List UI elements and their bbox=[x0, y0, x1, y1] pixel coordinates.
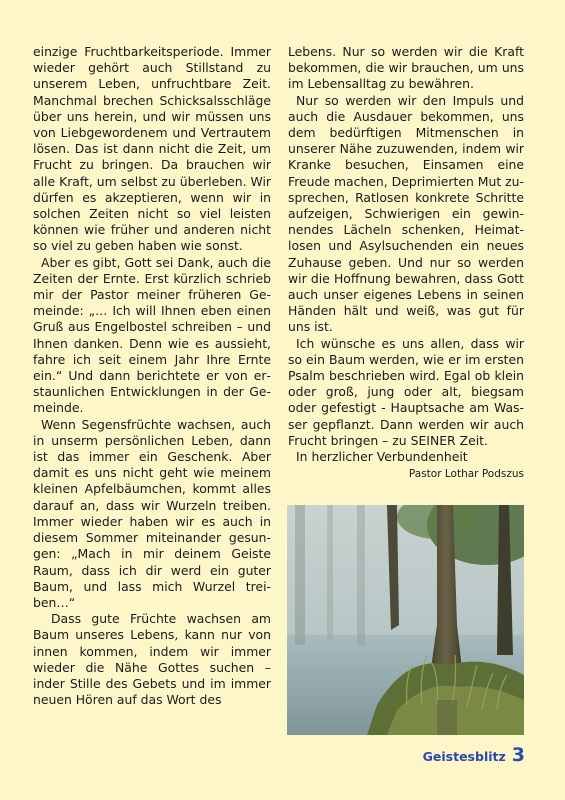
paragraph: Aber es gibt, Gott sei Dank, auch die Zeiten der Ernte. Erst kürzlich schrieb mir der Pastor meiner früheren Gemeinde: „… Ich will Ihnen eben einen Gruß aus Engelbostel schreiben – und Ihnen danken. Denn wie es aussieht, fahre ich seit einem Jahr Ihre Ernte ein.“ Und dann berichtete er von erstaunlichen Entwicklungen in der Gemeinde. bbox=[33, 254, 271, 416]
footer bbox=[423, 744, 525, 766]
closing-line: In herzlicher Verbundenheit bbox=[296, 449, 468, 465]
tree-by-water-image bbox=[287, 505, 524, 735]
page-number: 3 bbox=[511, 744, 525, 766]
paragraph: Wenn Segensfrüchte wachsen, auch in unserm persönlichen Leben, dann ist das immer ein Geschenk. Aber damit es uns nicht geht wie meinem kleinen Apfelbäumchen, kommt alles darauf an, dass wir Wurzeln treiben. Immer wieder haben wir es auch in diesem Sommer miteinander gesungen: „Mach in mir deinem Geiste Raum, dass ich dir werd ein guter Baum, und lass mich Wurzel treiben…“ bbox=[33, 416, 271, 610]
left-column bbox=[33, 44, 271, 708]
paragraph: Nur so werden wir den Impuls und auch die Ausdauer bekommen, uns dem bedürftigen Mitmenschen in unserer Nähe zuzuwenden, indem wir Kranke besuchen, Einsamen eine Freude machen, Deprimierten Mut zusprechen, Ratlosen konkrete Schritte aufzeigen, Schwierigen ein gewinnendes Lächeln schenken, Heimatlosen und Asylsuchenden ein neues Zuhause geben. Und nur so werden wir die Hoffnung bewahren, dass Gott auch unser eigenes Lebens in seinen Händen hält und weiß, was gut für uns ist. bbox=[288, 92, 524, 335]
signature: Pastor Lothar Podszus bbox=[408, 468, 524, 481]
right-column bbox=[288, 44, 524, 481]
paragraph: Ich wünsche es uns allen, dass wir so ein Baum werden, wie er im ersten Psalm beschrieben wird. Egal ob klein oder groß, jung oder alt, biegsam oder gefestigt - Hauptsache am Wasser gepflanzt. Dann werden wir auch Frucht bringen – zu SEINER Zeit. bbox=[288, 335, 524, 448]
paragraph: einzige Fruchtbarkeitsperiode. Immer wieder gehört auch Stillstand zu unserem Leben, unfruchtbare Zeit. Manchmal brechen Schicksalsschläge über uns herein, und wir müssen uns von Liebgewordenem und Vertrautem lösen. Das ist dann nicht die Zeit, um Frucht zu bringen. Da brauchen wir alle Kraft, um selbst zu überleben. Wir dürfen es akzeptieren, wenn wir in solchen Zeiten nicht so viel leisten können wie früher und anderen nicht so viel zu geben haben wie sonst. bbox=[33, 44, 271, 254]
paragraph: Dass gute Früchte wachsen am Baum unseres Lebens, kann nur von innen kommen, indem wir immer wieder die Nähe Gottes suchen – inder Stille des Gebets und im immer neuen Hören auf das Wort des bbox=[33, 611, 271, 708]
tree-photo bbox=[287, 505, 524, 735]
magazine-name: Geistesblitz bbox=[422, 749, 506, 764]
paragraph: Lebens. Nur so werden wir die Kraft bekommen, die wir brauchen, um uns im Lebensalltag zu bewähren. bbox=[288, 44, 524, 92]
